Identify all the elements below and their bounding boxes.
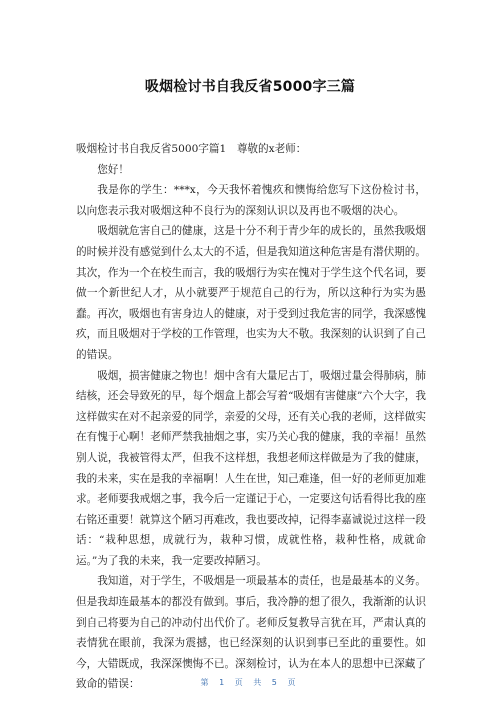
paragraph-greeting: 您好！ [97,163,129,176]
paragraph-responsibility: 我知道，对于学生，不吸烟是一项最基本的责任，也是最基本的义务。但是我却连最基本的都没有做到。事后，我冷静的想了很久，我渐渐的认识到自己将要为自己的冲动付出代价了。老师反复教导言犹在耳，严肃认真的表情犹在眼前，我深为震撼，也已经深刻的认识到事已至此的重要性。如今，大错既成，我深深懊悔不已。深刻检讨，认为在本人的思想中已深藏了致命的错误： [76,575,426,691]
paragraph-health-harm: 吸烟就危害自己的健康，这是十分不利于青少年的成长的，虽然我吸烟的时候并没有感觉到什么太大的不适，但是我知道这种危害是有潜伏期的。其次，作为一个在校生而言，我的吸烟行为实在愧对于学生这个代名词，要做一个新世纪人才，从小就要严于规范自己的行为，所以这种行为实为愚蠢。再次，吸烟也有害身边人的健康，对于受到过我危害的同学，我深感愧疚，而且吸烟对于学校的工作管理，也实为大不敬。我深刻的认识到了自己的错误。 [76,225,426,361]
paragraph-smoking-damage: 吸烟，损害健康之物也！烟中含有大量尼古丁，吸烟过量会得肺病，肺结核，还会导致死的早，每个烟盒上都会写着“吸烟有害健康”六个大字，我这样做实在对不起亲爱的同学，亲爱的父母，还有关心我的老师，这样做实在有愧于心啊！老师严禁我抽烟之事，实乃关心我的健康，我的幸福！虽然别人说，我被管得太严，但我不这样想，我想老师这样做是为了我的健康，我的未来，实在是我的幸福啊！人生在世，知己难逢，但一好的老师更加难求。老师要我戒烟之事，我今后一定谨记于心，一定要这句话看得比我的座右铭还重要！就算这个陋习再难改，我也要改掉，记得李嘉诚说过这样一段话：“栽种思想，成就行为，栽种习惯，成就性格，栽种性格，成就命运。”为了我的未来，我一定要改掉陋习。 [76,369,426,567]
paragraph-heading-line: 吸烟检讨书自我反省5000字篇1 尊敬的x老师： [76,143,307,155]
document-body [76,139,426,695]
paragraph-intro: 我是你的学生：***x，今天我怀着愧疚和懊悔给您写下这份检讨书，以向您表示我对吸烟这种不良行为的深刻认识以及再也不吸烟的决心。 [76,184,426,217]
document-title: 吸烟检讨书自我反省5000字三篇 [144,79,356,95]
page-number-footer: 第 1 页 共 5 页 [200,678,300,687]
